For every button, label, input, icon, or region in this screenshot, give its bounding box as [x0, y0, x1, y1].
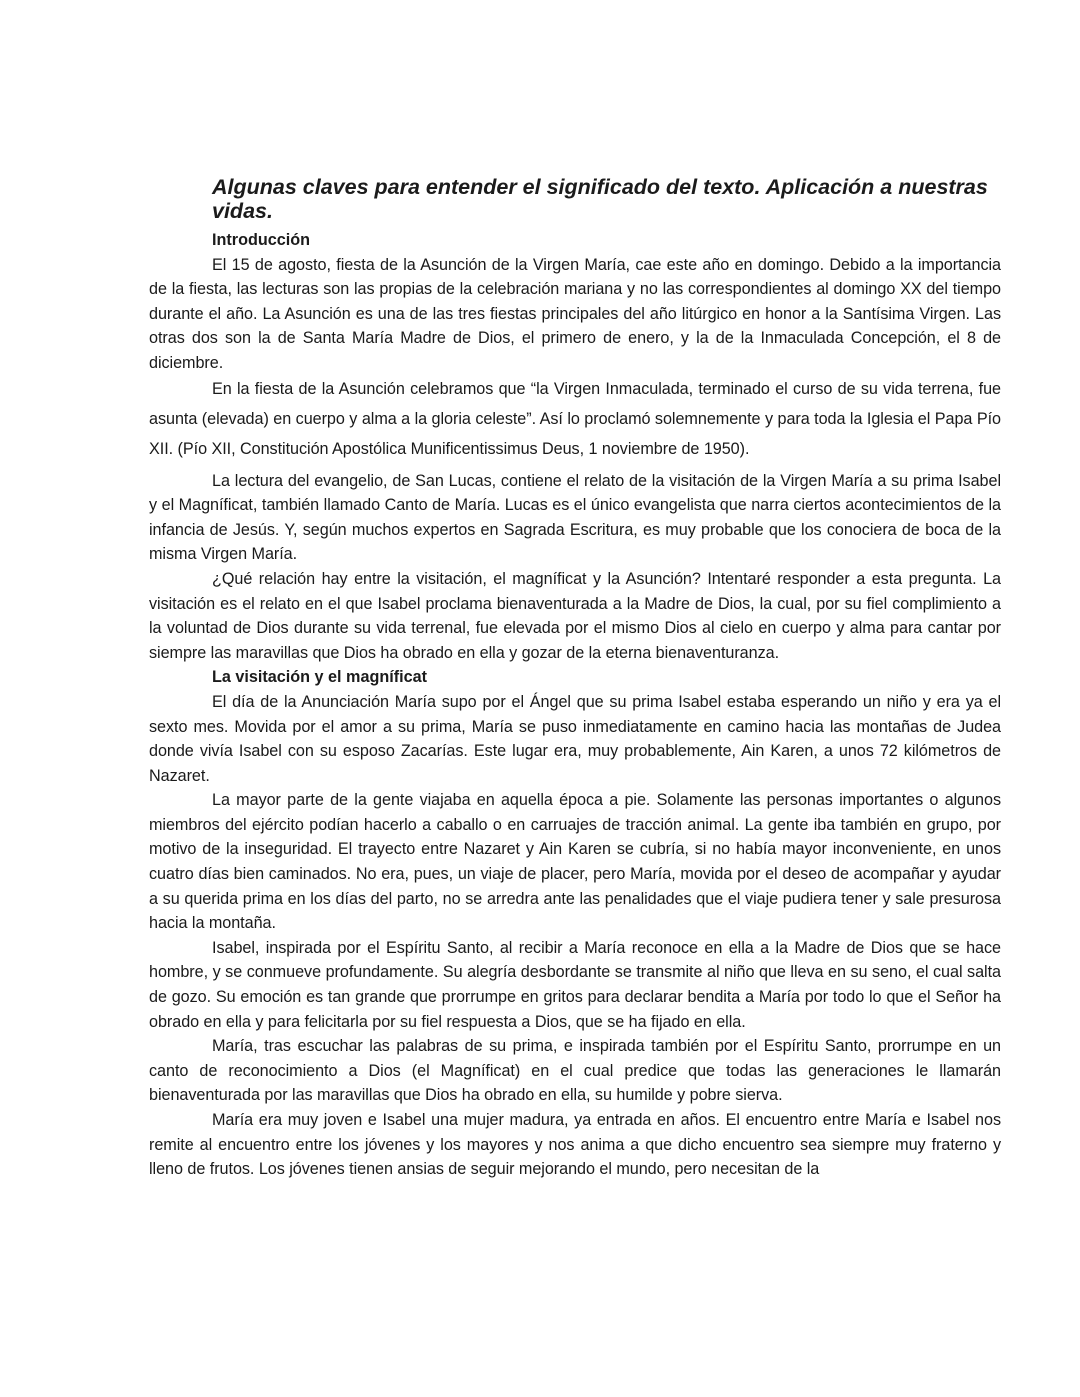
paragraph: ¿Qué relación hay entre la visitación, el magníficat y la Asunción? Intentaré responder a esta pregunta. La visitación es el relato en el que Isabel proclama bienaventurada a la Madre de Dios, la cual, por su fiel complimiento a la voluntad de Dios durante su vida terrenal, fue elevada por el mismo Dios al cielo en cuerpo y alma para cantar por siempre las maravillas que Dios ha obrado en ella y gozar de la eterna bienaventuranza. [149, 569, 1001, 662]
paragraph: María, tras escuchar las palabras de su prima, e inspirada también por el Espíritu Santo, prorrumpe en un canto de reconocimiento a Dios (el Magníficat) en el cual predice que todas las generaciones le llamarán bienaventurada por las maravillas que Dios ha obrado en ella, su humilde y pobre sierva. [149, 1037, 1001, 1105]
paragraph: La mayor parte de la gente viajaba en aquella época a pie. Solamente las personas importantes o algunos miembros del ejército podían hacerlo a caballo o en carruajes de tracción animal. La gente iba también en grupo, por motivo de la inseguridad. El trayecto entre Nazaret y Ain Karen se cubría, si no había mayor inconveniente, en unos cuatro días bien caminados. No era, pues, un viaje de placer, pero María, movida por el deseo de acompañar y ayudar a su querida prima en los días del parto, no se arredra ante las penalidades que el viaje pudiera tener y sale presurosa hacia la montaña. [149, 791, 1001, 933]
paragraph: Isabel, inspirada por el Espíritu Santo, al recibir a María reconoce en ella a la Madre de Dios que se hace hombre, y se conmueve profundamente. Su alegría desbordante se transmite al niño que lleva en su seno, el cual salta de gozo. Su emoción es tan grande que prorrumpe en gritos para declarar bendita a María por todo lo que el Señor ha obrado en ella y para felicitarla por su fiel respuesta a Dios, que se ha fijado en ella. [149, 938, 1001, 1031]
section-heading-visitacion: La visitación y el magníficat [212, 668, 428, 687]
document-page [149, 175, 1001, 1182]
section-heading-introduccion: Introducción [212, 231, 311, 249]
paragraph: El 15 de agosto, fiesta de la Asunción de la Virgen María, cae este año en domingo. Debido a la importancia de la fiesta, las lecturas son las propias de la celebración mariana y no las correspondientes al domingo XX del tiempo durante el año. La Asunción es una de las tres fiestas principales del año litúrgico en honor a la Santísima Virgen. Las otras dos son la de Santa María Madre de Dios, el primero de enero, y la de la Inmaculada Concepción, el 8 de diciembre. [149, 255, 1001, 372]
paragraph: El día de la Anunciación María supo por el Ángel que su prima Isabel estaba esperando un niño y era ya el sexto mes. Movida por el amor a su prima, María se puso inmediatamente en camino hacia las montañas de Judea donde vivía Isabel con su esposo Zacarías. Este lugar era, muy probablemente, Ain Karen, a unos 72 kilómetros de Nazaret. [149, 692, 1001, 785]
paragraph: En la fiesta de la Asunción celebramos que “la Virgen Inmaculada, terminado el curso de su vida terrena, fue asunta (elevada) en cuerpo y alma a la gloria celeste”. Así lo proclamó solemnemente y para toda la Iglesia el Papa Pío XII. (Pío XII, Constitución Apostólica Munificentissimus Deus, 1 noviembre de 1950). [149, 379, 1001, 458]
paragraph: María era muy joven e Isabel una mujer madura, ya entrada en años. El encuentro entre María e Isabel nos remite al encuentro entre los jóvenes y los mayores y nos anima a que dicho encuentro sea siempre muy fraterno y lleno de frutos. Los jóvenes tienen ansias de seguir mejorando el mundo, pero necesitan de la [149, 1111, 1001, 1179]
paragraph: La lectura del evangelio, de San Lucas, contiene el relato de la visitación de la Virgen María a su prima Isabel y el Magníficat, también llamado Canto de María. Lucas es el único evangelista que narra ciertos acontecimientos de la infancia de Jesús. Y, según muchos expertos en Sagrada Escritura, es muy probable que los conociera de boca de la misma Virgen María. [149, 471, 1001, 564]
page-title: Algunas claves para entender el significado del texto. Aplicación a nuestras vidas. [212, 175, 988, 223]
